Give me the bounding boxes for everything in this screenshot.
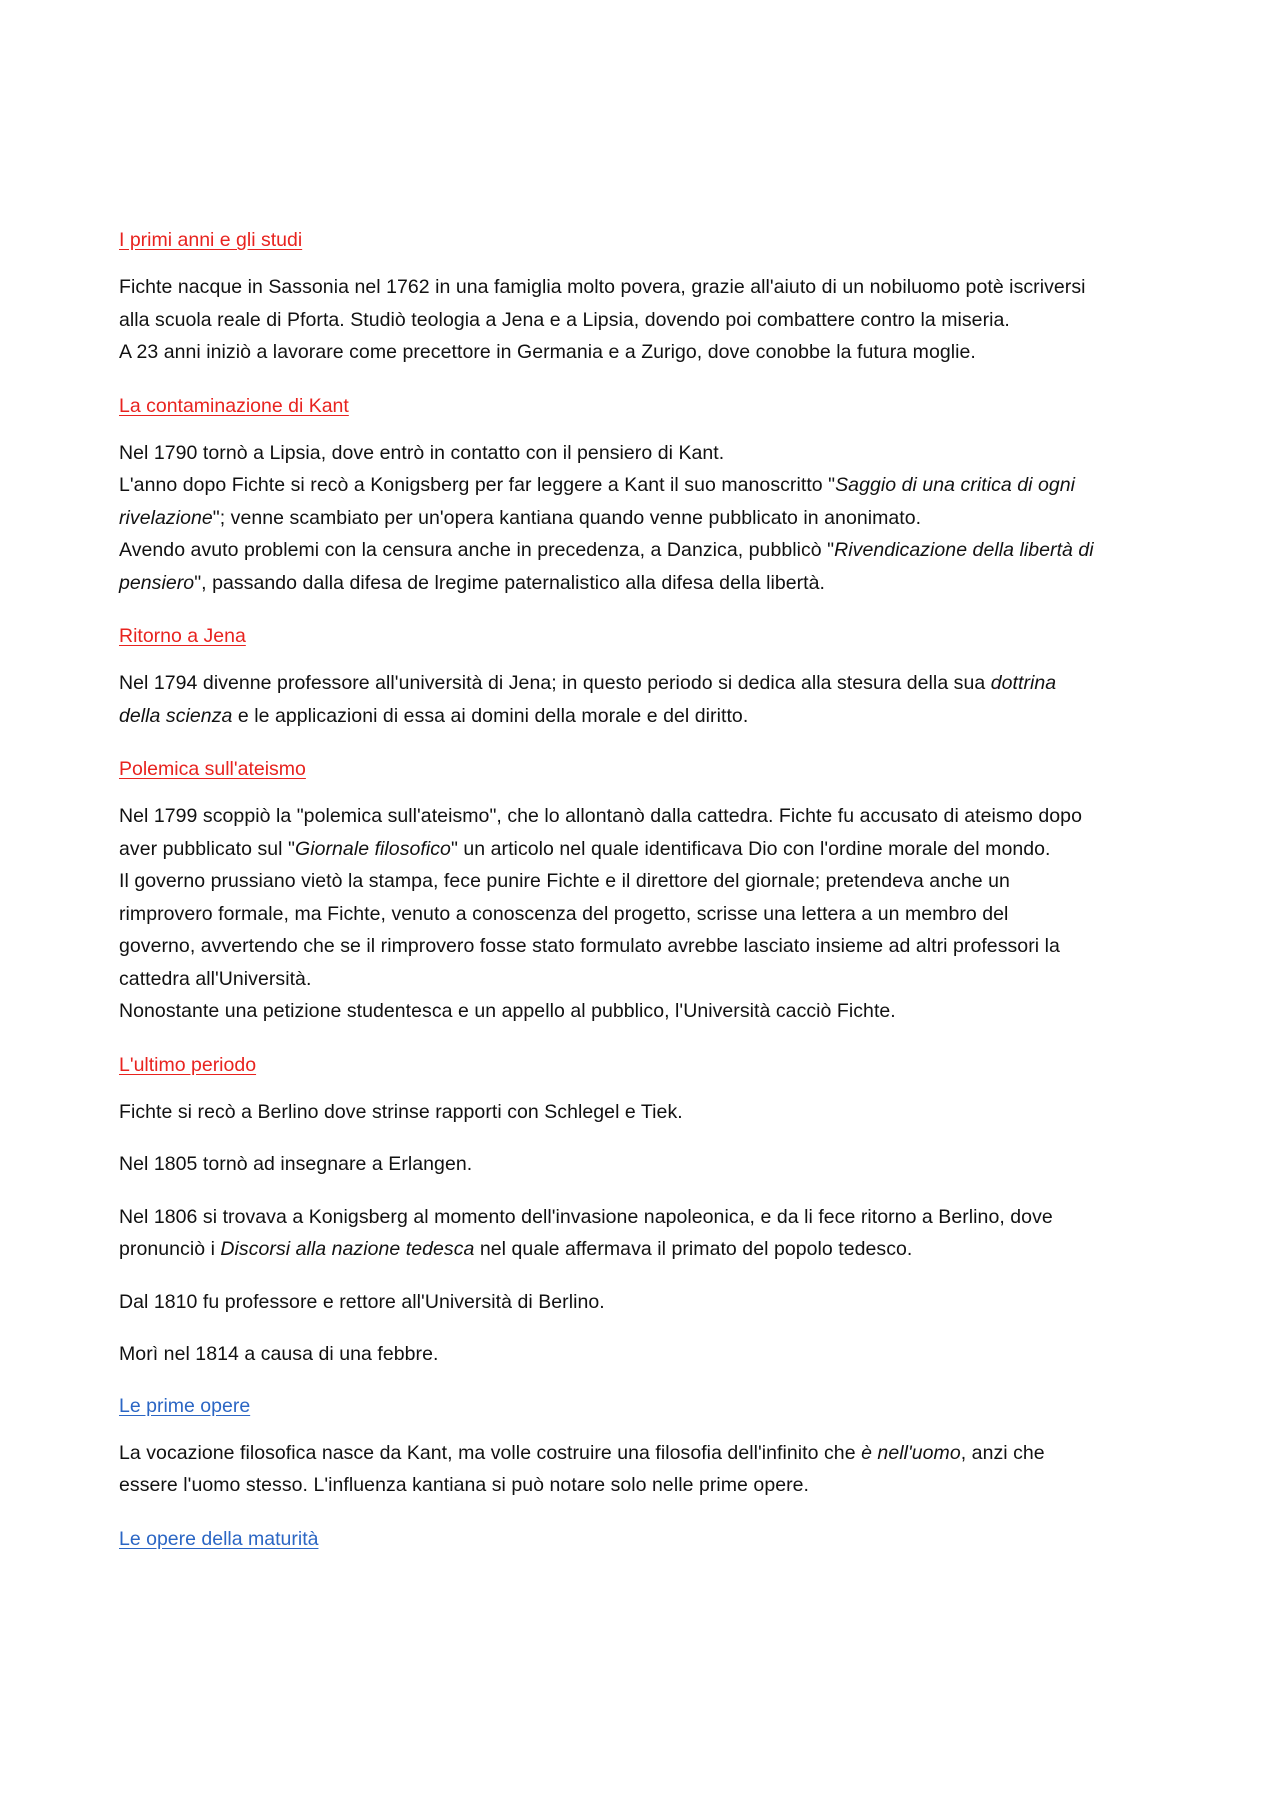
heading-last-period[interactable]: L'ultimo periodo [119, 1053, 257, 1076]
paragraph-erlangen [119, 1148, 1170, 1181]
text-run: " un articolo nel quale identificava Dio con l'ordine morale del mondo. [450, 837, 1051, 860]
paragraph-return-jena [119, 667, 1170, 732]
paragraph-first-works [119, 1437, 1170, 1502]
heading-atheism-controversy[interactable]: Polemica sull'ateismo [119, 758, 306, 780]
link-first-works[interactable]: Le prime opere [119, 1394, 251, 1417]
italic-title: Saggio di una critica di ogni [835, 474, 1076, 496]
text-line: Il governo prussiano vietò la stampa, fece punire Fichte e il direttore del giornale; pretendeva anche un [119, 870, 1010, 892]
text-line [119, 502, 1170, 535]
text-line: Morì nel 1814 a causa di una febbre. [119, 1343, 439, 1365]
section-first-works [119, 1391, 1170, 1437]
text-line [119, 700, 1170, 733]
text-line [119, 567, 1170, 600]
text-line: Nel 1799 scoppiò la "polemica sull'ateismo", che lo allontanò dalla cattedra. Fichte fu accusato di ateismo dopo [119, 805, 1082, 827]
text-run: Avendo avuto problemi con la censura anche in precedenza, a Danzica, pubblicò " [119, 539, 835, 561]
italic-term: dottrina [990, 672, 1057, 694]
section-atheism [119, 754, 1170, 800]
text-line: rimprovero formale, ma Fichte, venuto a conoscenza del progetto, scrisse una lettera a un membro del [119, 902, 1009, 925]
text-line [119, 667, 1170, 700]
text-line: Dal 1810 fu professore e rettore all'Università di Berlino. [119, 1290, 605, 1313]
italic-title: Rivendicazione della libertà di [834, 539, 1094, 561]
text-run: aver pubblicato sul " [119, 837, 295, 860]
text-run: e le applicazioni di essa ai domini della morale e del diritto. [232, 704, 749, 727]
italic-term: della scienza [119, 704, 233, 727]
paragraph-konigsberg [119, 1201, 1170, 1266]
text-run: pronunciò i [119, 1238, 221, 1260]
text-line: Nel 1805 tornò ad insegnare a Erlangen. [119, 1153, 473, 1175]
section-mature-works [119, 1524, 1170, 1570]
text-line: Nel 1806 si trovava a Konigsberg al momento dell'invasione napoleonica, e da li fece ritorno a Berlino, dove [119, 1205, 1053, 1228]
heading-kant-contamination[interactable]: La contaminazione di Kant [119, 394, 349, 417]
italic-phrase: è nell'uomo [861, 1441, 961, 1464]
text-line: alla scuola reale di Pforta. Studiò teologia a Jena e a Lipsia, dovendo poi combattere contro la miseria. [119, 308, 1010, 331]
italic-title: rivelazione [119, 506, 213, 529]
text-line: A 23 anni iniziò a lavorare come precettore in Germania e a Zurigo, dove conobbe la futura moglie. [119, 341, 976, 363]
paragraph-early-years [119, 271, 1170, 369]
paragraph-rector [119, 1286, 1170, 1319]
text-line [119, 469, 1170, 502]
italic-title: Discorsi alla nazione tedesca [220, 1238, 475, 1260]
text-line: Nonostante una petizione studentesca e un appello al pubblico, l'Università cacciò Fichte. [119, 1000, 896, 1022]
text-line: Fichte nacque in Sassonia nel 1762 in una famiglia molto povera, grazie all'aiuto di un nobiluomo potè iscriversi [119, 276, 1086, 298]
section-early-years [119, 225, 1170, 271]
text-run: L'anno dopo Fichte si recò a Konigsberg per far leggere a Kant il suo manoscritto " [119, 474, 836, 496]
paragraph-death [119, 1338, 1170, 1371]
text-line [119, 833, 1170, 866]
italic-title: Giornale filosofico [295, 837, 451, 860]
text-run: "; venne scambiato per un'opera kantiana quando venne pubblicato in anonimato. [212, 506, 922, 529]
link-mature-works[interactable]: Le opere della maturità [119, 1527, 319, 1550]
text-run: La vocazione filosofica nasce da Kant, ma volle costruire una filosofia dell'infinito che [119, 1441, 862, 1464]
text-line: Nel 1790 tornò a Lipsia, dove entrò in contatto con il pensiero di Kant. [119, 441, 725, 464]
text-line [119, 1437, 1170, 1470]
heading-return-jena[interactable]: Ritorno a Jena [119, 625, 246, 647]
text-line [119, 1233, 1170, 1266]
text-line: cattedra all'Università. [119, 967, 312, 990]
text-line: Fichte si recò a Berlino dove strinse rapporti con Schlegel e Tiek. [119, 1100, 683, 1123]
text-line [119, 534, 1170, 567]
text-run: Nel 1794 divenne professore all'università di Jena; in questo periodo si dedica alla stesura della sua [119, 672, 991, 694]
text-run: ", passando dalla difesa de lregime paternalistico alla difesa della libertà. [194, 571, 826, 594]
paragraph-kant [119, 437, 1170, 600]
heading-early-years[interactable]: I primi anni e gli studi [119, 229, 303, 251]
italic-title: pensiero [119, 571, 195, 594]
section-last-period [119, 1050, 1170, 1096]
section-return-jena [119, 621, 1170, 667]
text-run: nel quale affermava il primato del popolo tedesco. [474, 1238, 913, 1260]
text-run: , anzi che [960, 1441, 1045, 1464]
paragraph-berlin [119, 1096, 1170, 1129]
section-kant [119, 391, 1170, 437]
text-line: essere l'uomo stesso. L'influenza kantiana si può notare solo nelle prime opere. [119, 1474, 810, 1496]
paragraph-atheism [119, 800, 1170, 1028]
text-line: governo, avvertendo che se il rimprovero fosse stato formulato avrebbe lasciato insieme ad altri professori la [119, 935, 1060, 957]
